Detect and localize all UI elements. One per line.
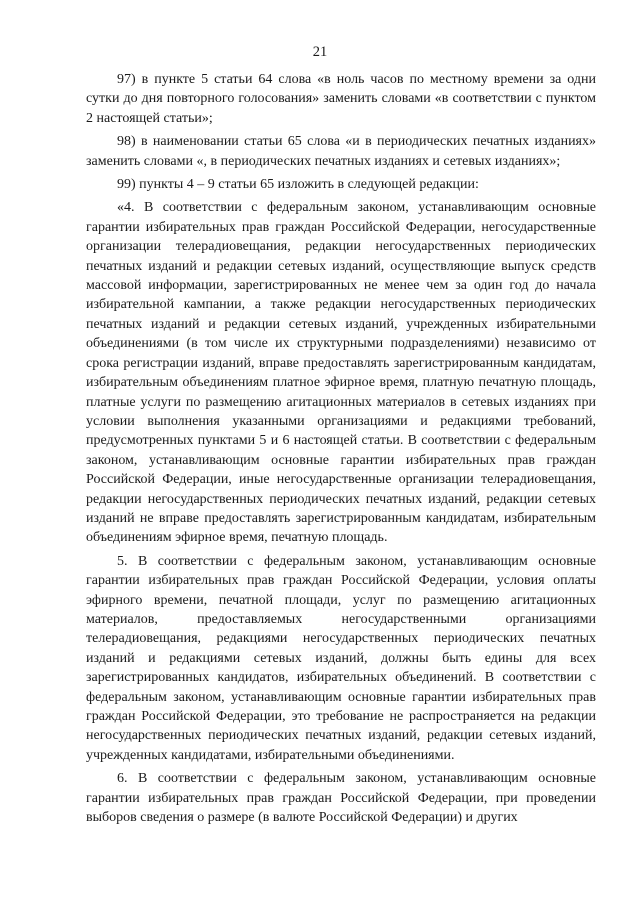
paragraph-98: 98) в наименовании статьи 65 слова «и в периодических печатных изданиях» заменить словами «, в периодических печатных изданиях и сетевых изданиях»;: [86, 134, 596, 169]
paragraph-point-5: 5. В соответствии с федеральным законом, устанавливающим основные гарантии избирательных прав граждан Российской Федерации, условия оплаты эфирного времени, печатной площади, услуг по размещению агитационных материалов, предоставляемых негосударственными организациями телерадиовещания, редакциями негосударственных периодических печатных изданий и редакциями сетевых изданий, должны быть едины для всех зарегистрированных кандидатов, избирательных объединений. В соответствии с федеральным законом, устанавливающим основные гарантии избирательных прав граждан Российской Федерации, это требование не распространяется на редакции негосударственных периодических печатных изданий, редакции сетевых изданий, учрежденных кандидатами, избирательными объединениями.: [86, 553, 596, 763]
paragraph-97: 97) в пункте 5 статьи 64 слова «в ноль часов по местному времени за одни сутки до дня повторного голосования» заменить словами «в соответствии с пунктом 2 настоящей статьи»;: [86, 72, 596, 126]
paragraph-point-4: «4. В соответствии с федеральным законом, устанавливающим основные гарантии избирательных прав граждан Российской Федерации, негосударственные организации телерадиовещания, редакции негосударственных периодических печатных изданий и редакции сетевых изданий, осуществляющие выпуск средств массовой информации, зарегистрированных не менее чем за один год до начала избирательной кампании, а также редакции негосударственных периодических печатных изданий и редакции сетевых изданий, учрежденных избирательными объединениями (в том числе их структурными подразделениями) независимо от срока регистрации изданий, вправе предоставлять зарегистрированным кандидатам, избирательным объединениям платное эфирное время, платную печатную площадь, платные услуги по размещению агитационных материалов в сетевых изданиях при условии выполнения указанными организациями и редакциями требований, предусмотренных пунктами 5 и 6 настоящей статьи. В соответствии с федеральным законом, устанавливающим основные гарантии избирательных прав граждан Российской Федерации, иные негосударственные организации телерадиовещания, редакции негосударственных периодических печатных изданий, редакции сетевых изданий не вправе предоставлять зарегистрированным кандидатам, избирательным объединениям эфирное время, печатную площадь.: [86, 200, 596, 546]
document-body: [86, 70, 596, 831]
paragraph-point-6: 6. В соответствии с федеральным законом, устанавливающим основные гарантии избирательных прав граждан Российской Федерации, при проведении выборов сведения о размере (в валюте Российской Федерации) и других: [86, 771, 596, 826]
paragraph-99: 99) пункты 4 – 9 статьи 65 изложить в следующей редакции:: [117, 177, 479, 193]
page-number: 21: [312, 44, 328, 60]
